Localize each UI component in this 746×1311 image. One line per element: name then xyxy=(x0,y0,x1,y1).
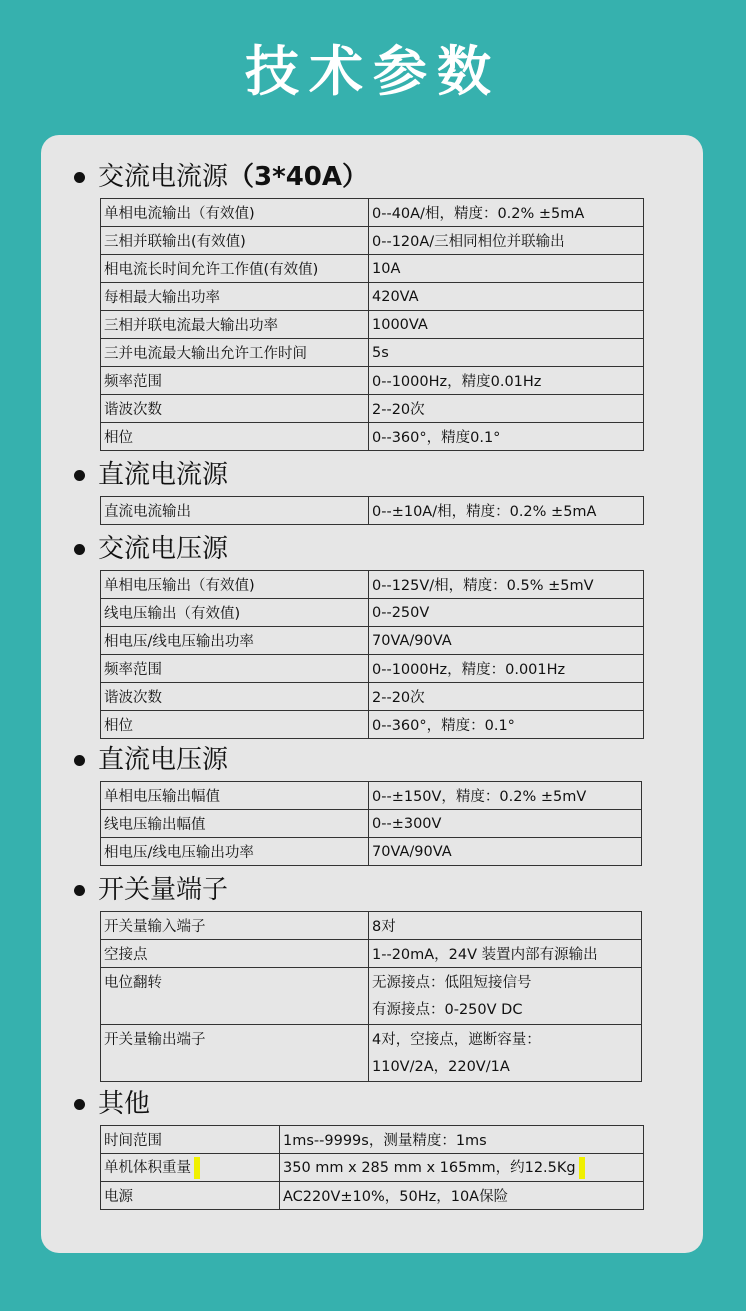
table-row xyxy=(101,339,644,367)
table-row xyxy=(101,940,642,968)
section-heading-dc-voltage xyxy=(74,743,228,777)
section-title: 直流电流源 xyxy=(98,460,229,490)
other-table xyxy=(100,1125,644,1210)
param-name: 三相并联输出(有效值) xyxy=(101,227,369,255)
table-row xyxy=(101,782,642,810)
param-value: 0--250V xyxy=(369,599,644,627)
section-title: 其他 xyxy=(98,1089,151,1119)
param-value: 420VA xyxy=(369,283,644,311)
param-value: 0--1000Hz，精度0.01Hz xyxy=(369,367,644,395)
table-row xyxy=(101,423,644,451)
param-value: 0--120A/三相同相位并联输出 xyxy=(369,227,644,255)
param-value-line: 有源接点：0-250V DC xyxy=(372,1002,523,1018)
param-value: 0--360°，精度：0.1° xyxy=(369,711,644,739)
param-value: 2--20次 xyxy=(369,683,644,711)
param-value-text: 350 mm x 285 mm x 165mm，约12.5Kg xyxy=(283,1160,576,1176)
ac-voltage-table xyxy=(100,570,644,739)
table-row xyxy=(101,810,642,838)
param-value: 0--±150V，精度：0.2% ±5mV xyxy=(369,782,642,810)
section-heading-ac-voltage xyxy=(74,532,228,566)
page-title: 技术参数 xyxy=(245,39,501,103)
param-name: 电位翻转 xyxy=(101,968,369,1025)
param-name: 开关量输入端子 xyxy=(101,912,369,940)
section-heading-other xyxy=(74,1087,150,1121)
param-value: 0--125V/相，精度：0.5% ±5mV xyxy=(369,571,644,599)
param-value: 70VA/90VA xyxy=(369,838,642,866)
param-value: 0--360°，精度0.1° xyxy=(369,423,644,451)
param-name: 电源 xyxy=(101,1182,280,1210)
section-heading-switch-terminals xyxy=(74,873,228,907)
param-value: 0--±10A/相，精度：0.2% ±5mA xyxy=(369,497,644,525)
param-name: 频率范围 xyxy=(101,655,369,683)
param-name: 相位 xyxy=(101,423,369,451)
param-name: 直流电流输出 xyxy=(101,497,369,525)
highlight-mark xyxy=(579,1157,585,1179)
param-value: 8对 xyxy=(369,912,642,940)
bullet-icon xyxy=(74,172,85,183)
param-name: 空接点 xyxy=(101,940,369,968)
table-row xyxy=(101,1182,644,1210)
section-title-suffix: （3*40A） xyxy=(228,162,369,192)
section-heading-dc-current xyxy=(74,458,228,492)
param-name: 三相并联电流最大输出功率 xyxy=(101,311,369,339)
param-value-line: 110V/2A，220V/1A xyxy=(372,1059,510,1075)
param-name: 单相电压输出幅值 xyxy=(101,782,369,810)
param-name: 单相电流输出（有效值) xyxy=(101,199,369,227)
param-name xyxy=(101,1154,280,1182)
param-value: 0--40A/相，精度：0.2% ±5mA xyxy=(369,199,644,227)
param-name: 时间范围 xyxy=(101,1126,280,1154)
param-name: 相电流长时间允许工作值(有效值) xyxy=(101,255,369,283)
param-value xyxy=(369,1025,642,1082)
table-row xyxy=(101,1025,642,1082)
bullet-icon xyxy=(74,1099,85,1110)
table-row xyxy=(101,311,644,339)
section-title: 开关量端子 xyxy=(98,875,229,905)
table-row xyxy=(101,395,644,423)
bullet-icon xyxy=(74,755,85,766)
section-title: 交流电压源 xyxy=(98,534,229,564)
param-value: AC220V±10%，50Hz，10A保险 xyxy=(280,1182,644,1210)
table-row xyxy=(101,627,644,655)
param-value: 1--20mA，24V 装置内部有源输出 xyxy=(369,940,642,968)
section-title: 直流电压源 xyxy=(98,745,229,775)
table-row xyxy=(101,1154,644,1182)
param-name: 谐波次数 xyxy=(101,683,369,711)
param-name: 相位 xyxy=(101,711,369,739)
table-row xyxy=(101,968,642,1025)
table-row xyxy=(101,227,644,255)
param-name: 线电压输出（有效值) xyxy=(101,599,369,627)
dc-voltage-table xyxy=(100,781,642,866)
table-row xyxy=(101,571,644,599)
param-value: 70VA/90VA xyxy=(369,627,644,655)
param-value: 1000VA xyxy=(369,311,644,339)
param-name: 单相电压输出（有效值) xyxy=(101,571,369,599)
table-row xyxy=(101,1126,644,1154)
table-row xyxy=(101,497,644,525)
param-name-text: 单机体积重量 xyxy=(104,1160,191,1176)
param-name: 每相最大输出功率 xyxy=(101,283,369,311)
param-name: 谐波次数 xyxy=(101,395,369,423)
param-name: 线电压输出幅值 xyxy=(101,810,369,838)
param-value-line: 无源接点：低阻短接信号 xyxy=(372,975,532,991)
table-row xyxy=(101,912,642,940)
section-title: 交流电流源 xyxy=(98,162,229,192)
param-value xyxy=(280,1154,644,1182)
table-row xyxy=(101,838,642,866)
param-value-line: 4对，空接点，遮断容量： xyxy=(372,1032,541,1048)
ac-current-table xyxy=(100,198,644,451)
dc-current-table xyxy=(100,496,644,525)
param-name: 相电压/线电压输出功率 xyxy=(101,838,369,866)
table-row xyxy=(101,655,644,683)
table-row xyxy=(101,599,644,627)
param-name: 频率范围 xyxy=(101,367,369,395)
bullet-icon xyxy=(74,544,85,555)
highlight-mark xyxy=(194,1157,200,1179)
param-name: 三并电流最大输出允许工作时间 xyxy=(101,339,369,367)
table-row xyxy=(101,255,644,283)
bullet-icon xyxy=(74,885,85,896)
param-name: 相电压/线电压输出功率 xyxy=(101,627,369,655)
param-value: 5s xyxy=(369,339,644,367)
switch-terminals-table xyxy=(100,911,642,1082)
param-value: 1ms--9999s，测量精度：1ms xyxy=(280,1126,644,1154)
table-row xyxy=(101,283,644,311)
param-value: 0--1000Hz，精度：0.001Hz xyxy=(369,655,644,683)
param-value: 2--20次 xyxy=(369,395,644,423)
table-row xyxy=(101,683,644,711)
param-value xyxy=(369,968,642,1025)
param-value: 10A xyxy=(369,255,644,283)
bullet-icon xyxy=(74,470,85,481)
table-row xyxy=(101,367,644,395)
param-value: 0--±300V xyxy=(369,810,642,838)
table-row xyxy=(101,711,644,739)
table-row xyxy=(101,199,644,227)
section-heading-ac-current xyxy=(74,160,368,194)
param-name: 开关量输出端子 xyxy=(101,1025,369,1082)
